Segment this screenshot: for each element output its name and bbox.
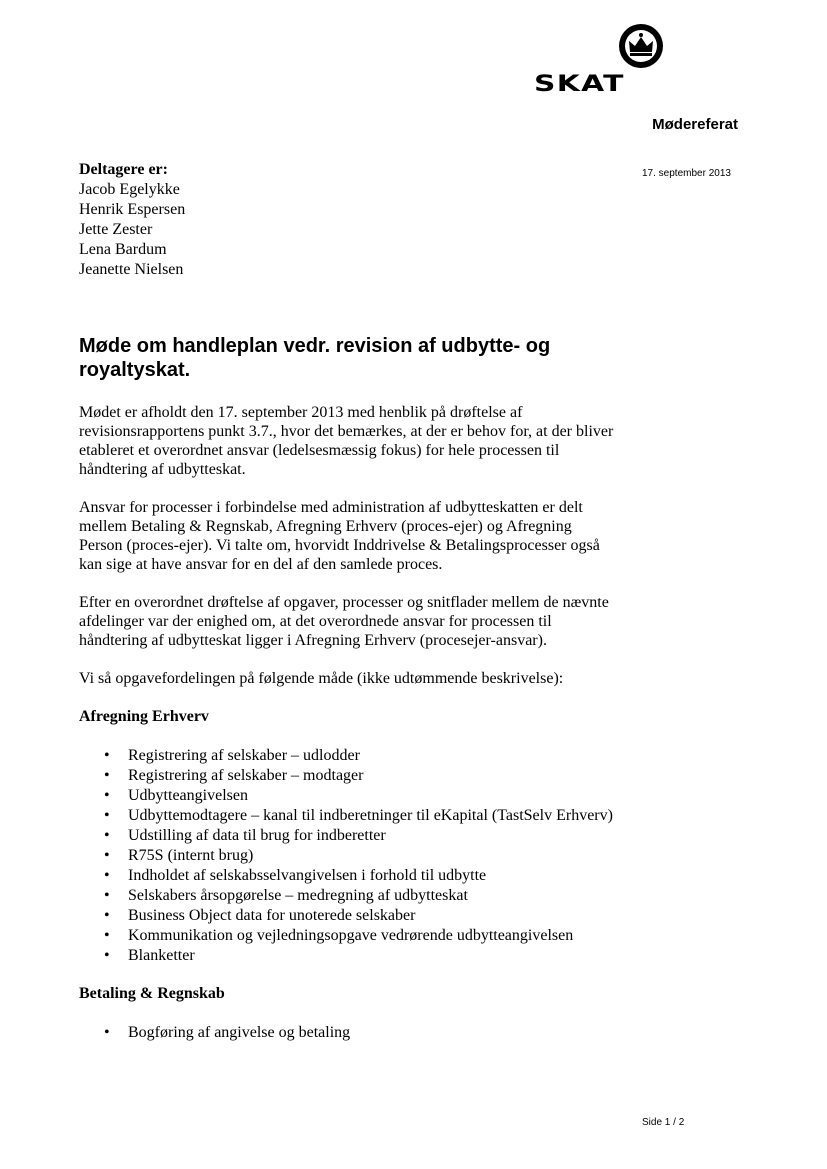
section-heading-afregning-erhverv: Afregning Erhverv (79, 708, 209, 725)
list-item: • Bogføring af angivelse og betaling (128, 1023, 619, 1042)
participant-name: Jette Zester (79, 221, 153, 238)
crown-icon (617, 22, 665, 70)
list-item: • Udstilling af data til brug for indberetter (128, 826, 619, 845)
participant-name: Jeanette Nielsen (79, 261, 184, 278)
section-heading-betaling-regnskab: Betaling & Regnskab (79, 985, 225, 1002)
list-item: • R75S (internt brug) (128, 846, 619, 865)
document-title: Møde om handleplan vedr. revision af udbytte- og royaltyskat. (79, 335, 551, 381)
list-item: • Udbyttemodtagere – kanal til indberetninger til eKapital (TastSelv Erhverv) (128, 806, 619, 825)
participant-name: Jacob Egelykke (79, 181, 180, 198)
list-item: • Blanketter (128, 946, 619, 965)
paragraph: Ansvar for processer i forbindelse med administration af udbytteskatten er delt mellem Betaling & Regnskab, Afregning Erhverv (proces-ejer) og Afregning Person (proces-ejer). Vi talte om, hvorvidt Inddrivelse & Betalingsprocesser også kan sige at have ansvar for en del af den samlede proces. (79, 499, 600, 573)
logo-text: SKAT (534, 72, 625, 97)
participants-heading: Deltagere er: (79, 161, 168, 178)
list-item: • Indholdet af selskabsselvangivelsen i forhold til udbytte (128, 866, 619, 885)
list-item: • Selskabers årsopgørelse – medregning af udbytteskat (128, 886, 619, 905)
paragraph: Vi så opgavefordelingen på følgende måde (ikke udtømmende beskrivelse): (79, 670, 564, 687)
participant-name: Lena Bardum (79, 241, 167, 258)
list-item: • Registrering af selskaber – modtager (128, 766, 619, 785)
page-number: Side 1 / 2 (642, 1117, 685, 1128)
list-item: • Registrering af selskaber – udlodder (128, 746, 619, 765)
document-type: Mødereferat (652, 116, 738, 133)
document-date: 17. september 2013 (642, 168, 731, 179)
document-body (79, 334, 619, 1061)
list-item: • Udbytteangivelsen (128, 786, 619, 805)
skat-logo (534, 22, 644, 96)
list-item: • Kommunikation og vejledningsopgave vedrørende udbytteangivelsen (128, 926, 619, 945)
participants-block (79, 160, 185, 280)
bullet-list-betaling-regnskab (79, 1023, 619, 1042)
list-item: • Business Object data for unoterede selskaber (128, 906, 619, 925)
bullet-list-afregning-erhverv (79, 746, 619, 965)
paragraph: Efter en overordnet drøftelse af opgaver, processer og snitflader mellem de nævnte afdelinger var der enighed om, at det overordnede ansvar for processen til håndtering af udbytteskat ligger i Afregning Erhverv (procesejer-ansvar). (79, 594, 609, 649)
participant-name: Henrik Espersen (79, 201, 186, 218)
paragraph: Mødet er afholdt den 17. september 2013 med henblik på drøftelse af revisionsrapportens punkt 3.7., hvor det bemærkes, at der er behov for, at der bliver etableret et overordnet ansvar (ledelsesmæssig fokus) for hele processen til håndtering af udbytteskat. (79, 404, 614, 478)
